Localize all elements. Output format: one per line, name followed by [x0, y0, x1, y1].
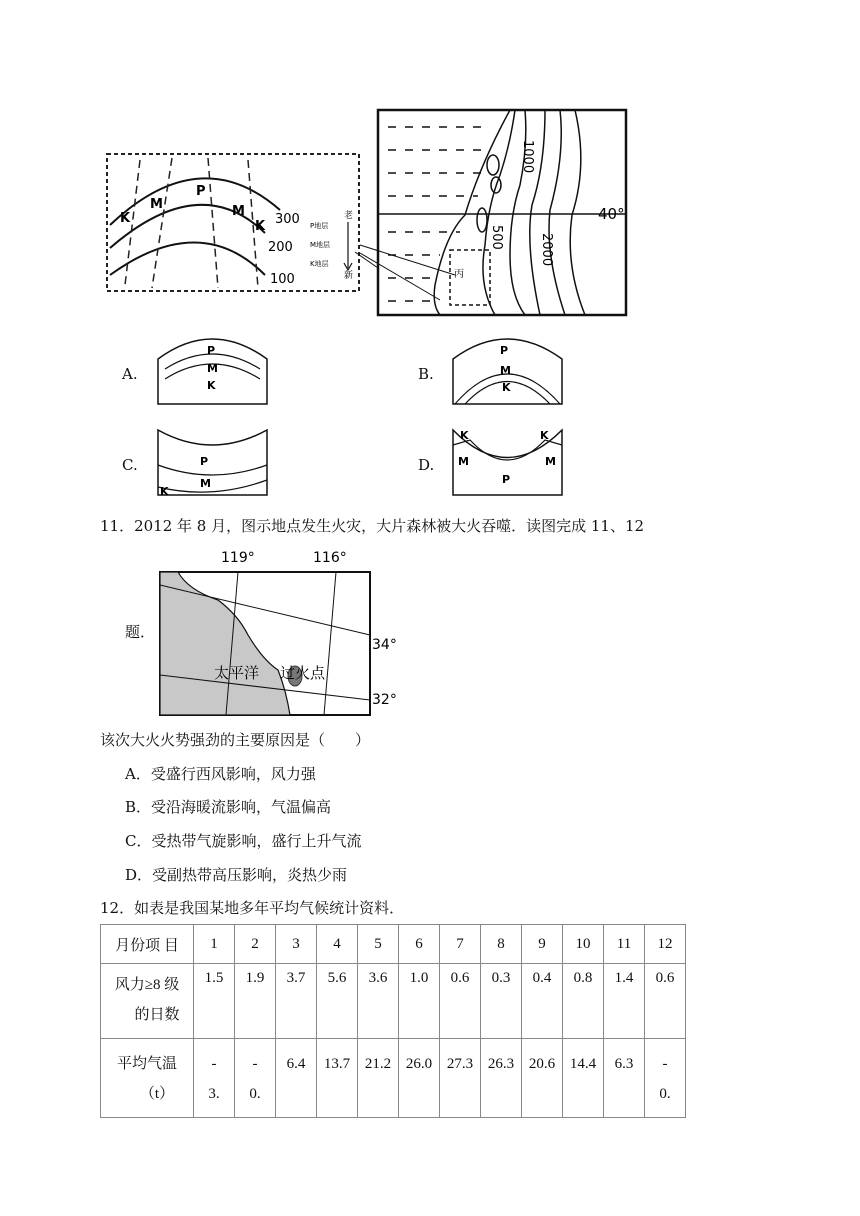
- legend-k: K地层: [310, 260, 329, 268]
- legend-m: M地层: [310, 241, 331, 249]
- temp-cell: 21.2: [358, 1039, 399, 1118]
- q11-choice-c[interactable]: C．受热带气旋影响，盛行上升气流: [125, 832, 362, 850]
- map-lon-119: 119°: [221, 550, 255, 566]
- temp-cell: 26.0: [399, 1039, 440, 1118]
- wind-label-line1: 风力≥8 级: [114, 977, 180, 993]
- topographic-map: [360, 105, 650, 320]
- option-a-letter: A.: [122, 365, 138, 383]
- temp-cell: 13.7: [317, 1039, 358, 1118]
- temp-label-line1: 平均气温: [116, 1056, 177, 1072]
- table-row-temp: [101, 1039, 686, 1118]
- option-a-figure[interactable]: [155, 334, 270, 409]
- temp-cell: 27.3: [440, 1039, 481, 1118]
- option-b-letter: B.: [418, 365, 434, 383]
- q11-stem-line1: 11．2012 年 8 月，图示地点发生火灾，大片森林被大火吞噬．读图完成 11、12: [100, 517, 645, 535]
- wind-label-line2: 的日数: [134, 1007, 180, 1023]
- layer-label-k1: K: [120, 211, 131, 226]
- month-11: 11: [604, 925, 645, 964]
- option-a-label-p: P: [207, 344, 216, 357]
- legend-new: 新: [344, 271, 354, 281]
- wind-label: [101, 964, 194, 1039]
- temp-cell: 20.6: [522, 1039, 563, 1118]
- wind-cell: 0.3: [481, 964, 522, 1039]
- table-header-row: [101, 925, 686, 964]
- option-c-letter: C.: [122, 456, 138, 474]
- wind-cell: 3.6: [358, 964, 399, 1039]
- month-7: 7: [440, 925, 481, 964]
- wind-cell: 0.8: [563, 964, 604, 1039]
- map-ocean-label: 太平洋: [214, 664, 260, 682]
- temp-cell: - 3.: [194, 1039, 235, 1118]
- option-d-label-m2: M: [545, 455, 556, 468]
- option-c-label-k: K: [160, 485, 169, 498]
- month-4: 4: [317, 925, 358, 964]
- wind-cell: 1.5: [194, 964, 235, 1039]
- wind-cell: 0.6: [645, 964, 686, 1039]
- temp-label-line2: （t）: [139, 1086, 175, 1102]
- map-lat-32: 32°: [372, 692, 397, 708]
- contour-2000: 2000: [539, 233, 554, 267]
- contour-200: 200: [268, 240, 293, 255]
- contour-1000: 1000: [520, 140, 535, 174]
- option-b-label-k: K: [502, 381, 511, 394]
- month-2: 2: [235, 925, 276, 964]
- geologic-contour-figure: [100, 150, 370, 295]
- option-d-label-m1: M: [458, 455, 469, 468]
- option-d-figure[interactable]: [450, 425, 565, 500]
- wind-cell: 0.6: [440, 964, 481, 1039]
- month-10: 10: [563, 925, 604, 964]
- q11-question: 该次大火火势强劲的主要原因是（ ）: [100, 731, 371, 749]
- option-b-label-p: P: [500, 344, 509, 357]
- wind-cell: 5.6: [317, 964, 358, 1039]
- month-8: 8: [481, 925, 522, 964]
- table-row-wind: [101, 964, 686, 1039]
- option-a-label-k: K: [207, 379, 216, 392]
- latitude-40: 40°: [598, 205, 625, 223]
- option-c-figure[interactable]: [155, 425, 270, 500]
- month-6: 6: [399, 925, 440, 964]
- temp-cell: 26.3: [481, 1039, 522, 1118]
- temp-cell: 14.4: [563, 1039, 604, 1118]
- q11-choice-a[interactable]: A．受盛行西风影响，风力强: [125, 765, 316, 783]
- map-lon-116: 116°: [313, 550, 347, 566]
- legend-old: 老: [344, 211, 354, 221]
- option-c-label-m: M: [200, 477, 211, 490]
- wind-cell: 3.7: [276, 964, 317, 1039]
- temp-cell: 6.4: [276, 1039, 317, 1118]
- climate-table: [100, 924, 686, 1118]
- layer-label-m2: M: [232, 204, 245, 219]
- table-header-label: 月份项 目: [101, 925, 194, 964]
- q11-choice-d[interactable]: D．受副热带高压影响，炎热少雨: [125, 866, 348, 884]
- wind-cell: 1.0: [399, 964, 440, 1039]
- month-3: 3: [276, 925, 317, 964]
- month-12: 12: [645, 925, 686, 964]
- q12-stem: 12．如表是我国某地多年平均气候统计资料．: [100, 899, 405, 917]
- option-d-label-k2: K: [540, 429, 549, 442]
- map-lat-34: 34°: [372, 637, 397, 653]
- wind-cell: 1.4: [604, 964, 645, 1039]
- label-bing: 丙: [454, 269, 464, 280]
- temp-label: [101, 1039, 194, 1118]
- option-b-figure[interactable]: [450, 334, 565, 409]
- map-fire-label: 过火点: [280, 664, 326, 682]
- layer-label-m1: M: [150, 197, 163, 212]
- fire-location-map: [158, 545, 397, 720]
- month-1: 1: [194, 925, 235, 964]
- legend-p: P地层: [310, 222, 329, 230]
- temp-cell: 6.3: [604, 1039, 645, 1118]
- option-a-label-m: M: [207, 362, 218, 375]
- option-d-letter: D.: [418, 456, 435, 474]
- option-c-label-p: P: [200, 455, 209, 468]
- q11-choice-b[interactable]: B．受沿海暖流影响，气温偏高: [125, 798, 332, 816]
- contour-100: 100: [270, 272, 295, 287]
- contour-300: 300: [275, 212, 300, 227]
- option-d-label-p: P: [502, 473, 511, 486]
- layer-label-p: P: [196, 184, 206, 199]
- option-d-label-k1: K: [460, 429, 469, 442]
- wind-cell: 1.9: [235, 964, 276, 1039]
- q11-stem-line2: 题．: [125, 623, 156, 641]
- month-5: 5: [358, 925, 399, 964]
- month-9: 9: [522, 925, 563, 964]
- option-b-label-m: M: [500, 364, 511, 377]
- layer-label-k2: K: [255, 219, 266, 234]
- wind-cell: 0.4: [522, 964, 563, 1039]
- temp-cell: - 0.: [235, 1039, 276, 1118]
- temp-cell: - 0.: [645, 1039, 686, 1118]
- contour-500: 500: [489, 225, 504, 250]
